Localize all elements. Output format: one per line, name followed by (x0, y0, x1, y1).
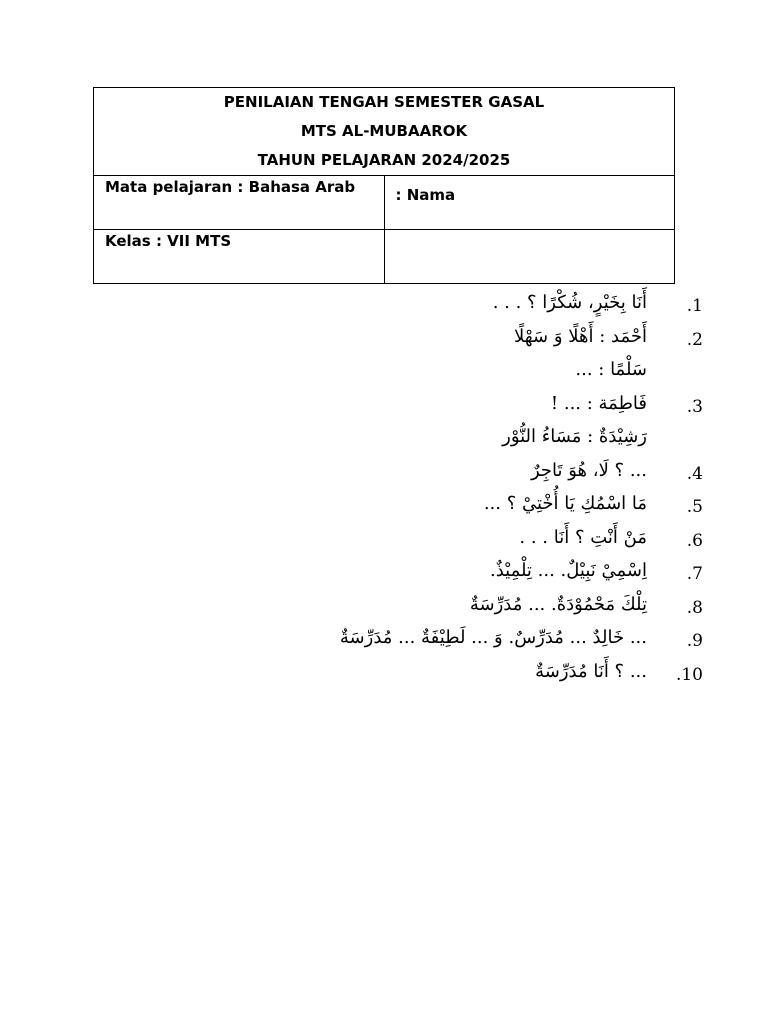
exam-title: PENILAIAN TENGAH SEMESTER GASAL (223, 93, 545, 111)
question-number: .5 (686, 497, 703, 517)
question-item (0, 525, 768, 559)
question-number: .3 (686, 396, 703, 417)
exam-title-block (94, 88, 675, 176)
question-item (0, 592, 768, 626)
question-number: .4 (686, 463, 703, 484)
question-number: .1 (686, 296, 703, 316)
question-text: فَاطِمَة : ... ! (550, 392, 647, 414)
question-text: ... ؟ لَا، هُوَ تَاجِرٌ (530, 459, 647, 481)
question-number: .6 (686, 530, 703, 551)
class-label: Kelas : VII MTS (94, 230, 385, 284)
name-field: : Nama (384, 176, 675, 230)
subject-label: Mata pelajaran : Bahasa Arab (94, 176, 385, 230)
question-number: .10 (675, 664, 703, 685)
question-text: ... ؟ أَنَا مُدَرِّسَةٌ (535, 660, 647, 682)
exam-header-table (93, 87, 675, 284)
question-text: مَا اسْمُكِ يَا أُخْتِيْ ؟ ... (483, 493, 647, 514)
question-item (0, 324, 768, 358)
question-item (0, 458, 768, 492)
question-number: .9 (686, 631, 703, 651)
question-item (0, 558, 768, 592)
question-item (0, 625, 768, 659)
school-name: MTS AL-MUBAAROK (300, 122, 468, 140)
question-number: .7 (686, 564, 703, 584)
question-text: رَشِيْدَةٌ : مَسَاءُ النُّوْر (502, 426, 647, 447)
question-text: أَنَا بِخَيْرٍ، شُكْرًا ؟ . . . (492, 292, 647, 313)
question-text: اِسْمِيْ نَبِيْلٌ. ... تِلْمِيْذٌ. (489, 560, 647, 581)
question-text: ... خَالِدٌ ... مُدَرِّسٌ. وَ ... لَطِيْفَةٌ ... مُدَرِّسَةٌ (339, 627, 647, 648)
question-number: .2 (686, 329, 703, 350)
question-text: مَنْ أَنْتِ ؟ أَنَا . . . (519, 526, 647, 548)
question-text: أَحْمَد : أَهْلًا وَ سَهْلًا (514, 325, 647, 347)
empty-cell (384, 230, 675, 284)
question-item (0, 659, 768, 693)
question-item (0, 491, 768, 525)
question-item (0, 290, 768, 324)
question-text: تِلْكَ مَحْمُوْدَةٌ. ... مُدَرِّسَةٌ (469, 593, 647, 615)
question-list (0, 290, 768, 692)
question-item (0, 424, 768, 458)
question-number: .8 (686, 597, 703, 618)
question-text: سَلْمًا : ... (575, 359, 647, 380)
question-item (0, 357, 768, 391)
academic-year: TAHUN PELAJARAN 2024/2025 (257, 151, 511, 169)
question-item (0, 391, 768, 425)
